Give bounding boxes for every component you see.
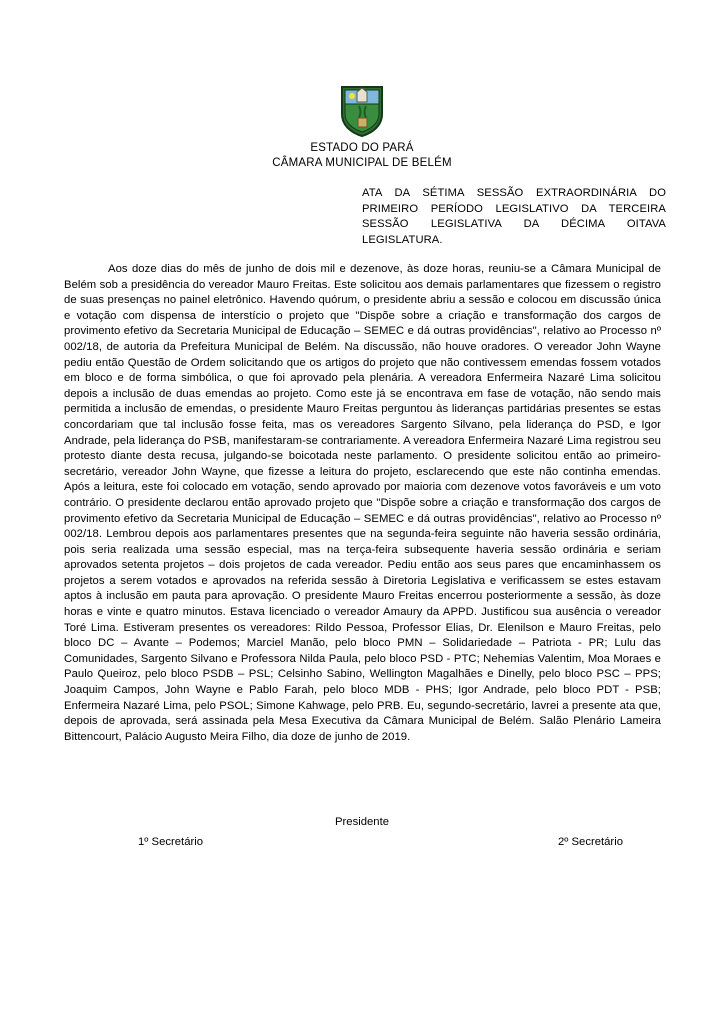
signature-second-secretary-label: 2º Secretário xyxy=(557,836,623,848)
signature-first-secretary-label: 1º Secretário xyxy=(138,836,204,848)
document-title: ATA DA SÉTIMA SESSÃO EXTRAORDINÁRIA DO PRIMEIRO PERÍODO LEGISLATIVO DA TERCEIRA SESSÃO LEGISLATIVA DA DÉCIMA OITAVA LEGISLATURA. xyxy=(362,187,666,246)
header-block xyxy=(0,141,724,170)
signature-row xyxy=(64,836,661,848)
header-institution-line: CÂMARA MUNICIPAL DE BELÉM xyxy=(272,156,452,169)
signature-president-label: Presidente xyxy=(334,816,389,828)
document-body: Aos doze dias do mês de junho de dois mil e dezenove, às doze horas, reuniu-se a Câmara Municipal de Belém sob a presidência do vereador Mauro Freitas. Este solicitou aos demais parlamentares que fizessem o registro de suas presenças no painel eletrônico. Havendo quórum, o presidente abriu a sessão e colocou em discussão única e votação com dispensa de interstício o projeto que "Dispõe sobre a criação e transformação dos cargos de provimento efetivo da Secretaria Municipal de Educação – SEMEC e dá outras providências", relativo ao Processo nº 002/18, de autoria da Prefeitura Municipal de Belém. Na discussão, não houve oradores. O vereador John Wayne pediu então Questão de Ordem solicitando que os artigos do projeto que não contivessem emendas fossem votados em bloco e de forma simbólica, o que foi aprovado pela plenária. A vereadora Enfermeira Nazaré Lima solicitou depois a inclusão de duas emendas ao projeto. Como este já se encontrava em fase de votação, não sendo mais permitida a inclusão de emendas, o presidente Mauro Freitas perguntou às lideranças partidárias presentes se estas concordariam que tal inclusão fosse feita, mas os vereadores Sargento Silvano, pela liderança do PSD, e Igor Andrade, pela liderança do PSB, manifestaram-se contrariamente. A vereadora Enfermeira Nazaré Lima registrou seu protesto diante desta recusa, julgando-se boicotada neste parlamento. O presidente solicitou então ao primeiro-secretário, vereador John Wayne, que fizesse a leitura do projeto, esclarecendo que este não continha emendas. Após a leitura, este foi colocado em votação, sendo aprovado por maioria com dezenove votos favoráveis e um voto contrário. O presidente declarou então aprovado projeto que "Dispõe sobre a criação e transformação dos cargos de provimento efetivo da Secretaria Municipal de Educação – SEMEC e dá outras providências", relativo ao Processo nº 002/18. Lembrou depois aos parlamentares presentes que na segunda-feira seguinte não haveria sessão ordinária, pois seria realizada uma sessão especial, mas na terça-feira subsequente haveria sessão ordinária e seriam aprovados setenta projetos – dois projetos de cada vereador. Pediu então aos seus pares que encaminhassem os projetos a serem votados e aprovados na referida sessão à Diretoria Legislativa e verificassem se estes estavam aptos à inclusão em pauta para aprovação. O presidente Mauro Freitas encerrou posteriormente a sessão, às doze horas e vinte e quatro minutos. Estava licenciado o vereador Amaury da APPD. Justificou sua ausência o vereador Toré Lima. Estiveram presentes os vereadores: Rildo Pessoa, Professor Elias, Dr. Elenilson e Mauro Freitas, pelo bloco DC – Avante – Podemos; Marciel Manão, pelo bloco PMN – Solidariedade – Patriota - PR; Lulu das Comunidades, Sargento Silvano e Professora Nilda Paula, pelo bloco PSD - PTC; Nehemias Valentim, Moa Moraes e Paulo Queiroz, pelo bloco PSDB – PSL; Celsinho Sabino, Wellington Magalhães e Dinelly, pelo bloco PSC – PPS; Joaquim Campos, John Wayne e Pablo Farah, pelo bloco MDB - PHS; Igor Andrade, pelo bloco PDT - PSB; Enfermeira Nazaré Lima, pelo PSOL; Simone Kahwage, pelo PRB. Eu, segundo-secretário, lavrei a presente ata que, depois de aprovada, será assinada pela Mesa Executiva da Câmara Municipal de Belém. Salão Plenário Lameira Bittencourt, Palácio Augusto Meira Filho, dia doze de junho de 2019. xyxy=(64,263,661,743)
crest-container xyxy=(0,84,724,143)
coat-of-arms-icon xyxy=(339,84,385,138)
header-state-line: ESTADO DO PARÁ xyxy=(310,142,414,154)
